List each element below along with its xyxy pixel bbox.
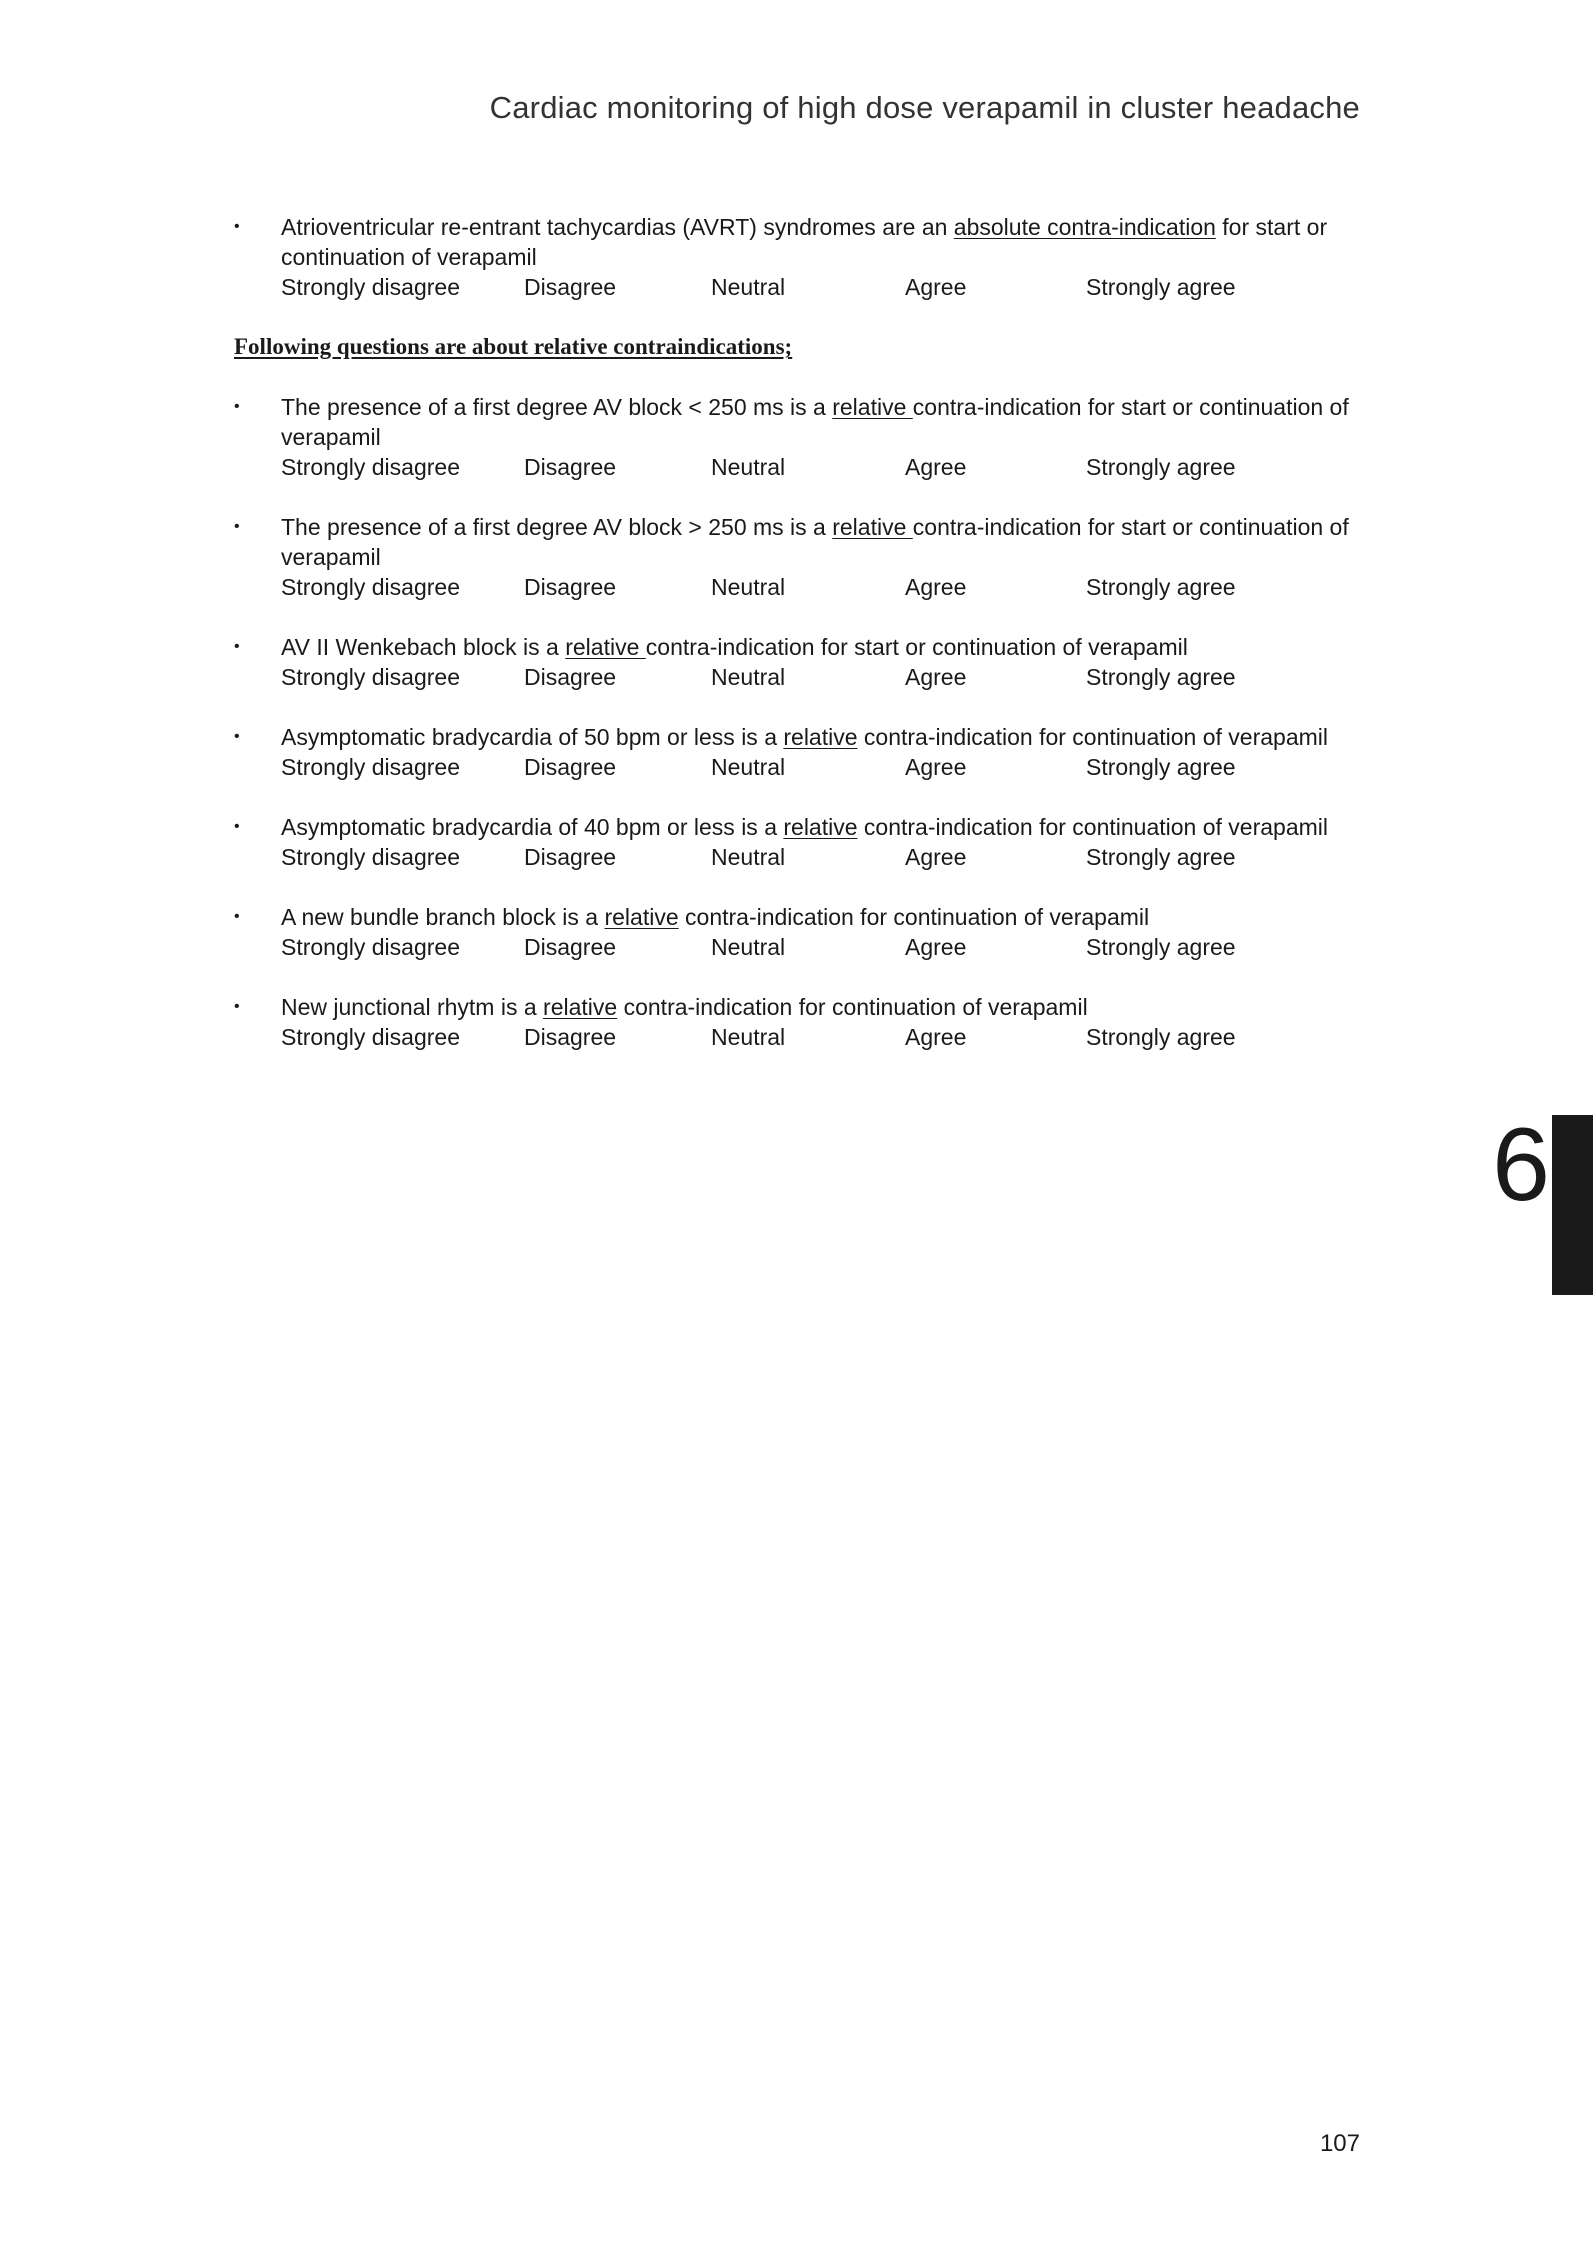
option-disagree: Disagree [524,844,617,870]
question-statement [281,902,1360,932]
statement-text: contra-indication for start or continuation of verapamil [645,634,1188,660]
option-strongly-agree: Strongly agree [1086,1024,1236,1050]
statement-text: A new bundle branch block is a [281,904,605,930]
question-statement [281,212,1360,272]
statement-underlined: relative [565,634,646,660]
statement-text: AV II Wenkebach block is a [281,634,566,660]
statement-text: The presence of a first degree AV block < 250 ms is a [281,394,833,420]
bullet: • [234,518,240,535]
option-neutral: Neutral [711,574,786,600]
option-agree: Agree [905,274,967,300]
statement-underlined: relative [832,394,913,420]
likert-scale [281,752,1360,782]
statement-underlined: relative [543,994,618,1020]
statement-text: contra-indication for continuation of verapamil [617,994,1088,1020]
bullet: • [234,818,240,835]
option-strongly-disagree: Strongly disagree [281,1024,460,1050]
statement-text: Asymptomatic bradycardia of 40 bpm or less is a [281,814,784,840]
option-neutral: Neutral [711,1024,786,1050]
question-item [234,392,1360,482]
option-strongly-agree: Strongly agree [1086,934,1236,960]
statement-text: New junctional rhytm is a [281,994,544,1020]
section-heading: Following questions are about relative contraindications; [234,334,793,359]
likert-scale [281,662,1360,692]
question-statement [281,512,1360,572]
question-statement [281,812,1360,842]
option-strongly-agree: Strongly agree [1086,274,1236,300]
page-number: 107 [1319,2130,1360,2157]
option-agree: Agree [905,664,967,690]
option-strongly-disagree: Strongly disagree [281,844,460,870]
bullet: • [234,908,240,925]
option-agree: Agree [905,934,967,960]
option-strongly-agree: Strongly agree [1086,664,1236,690]
question-item [234,632,1360,692]
statement-text: contra-indication for start or continuation of verapamil [281,394,1349,450]
statement-text: contra-indication for continuation of verapamil [678,904,1150,930]
statement-text: contra-indication for continuation of verapamil [857,724,1329,750]
option-disagree: Disagree [524,934,617,960]
statement-underlined: relative [604,904,679,930]
likert-scale [281,842,1360,872]
option-strongly-disagree: Strongly disagree [281,274,460,300]
likert-scale [281,572,1360,602]
question-statement [281,392,1360,452]
question-item [234,992,1360,1052]
bullet: • [234,398,240,415]
question-statement [281,992,1360,1022]
option-strongly-disagree: Strongly disagree [281,574,460,600]
chapter-number: 6 [1492,1107,1550,1223]
question-item [234,212,1360,302]
question-item [234,722,1360,782]
bullet: • [234,998,240,1015]
option-strongly-agree: Strongly agree [1086,754,1236,780]
bullet: • [234,638,240,655]
option-strongly-agree: Strongly agree [1086,844,1236,870]
statement-underlined: relative [783,724,858,750]
option-agree: Agree [905,1024,967,1050]
statement-underlined: relative [783,814,858,840]
option-strongly-disagree: Strongly disagree [281,754,460,780]
option-disagree: Disagree [524,1024,617,1050]
option-strongly-disagree: Strongly disagree [281,664,460,690]
running-header: Cardiac monitoring of high dose verapamil in cluster headache [489,90,1360,125]
question-item [234,812,1360,872]
option-agree: Agree [905,844,967,870]
option-agree: Agree [905,754,967,780]
option-disagree: Disagree [524,454,617,480]
option-agree: Agree [905,574,967,600]
statement-text: contra-indication for continuation of verapamil [857,814,1329,840]
option-agree: Agree [905,454,967,480]
question-statement [281,722,1360,752]
option-strongly-disagree: Strongly disagree [281,454,460,480]
option-disagree: Disagree [524,574,617,600]
option-disagree: Disagree [524,664,617,690]
chapter-tab [1552,1115,1593,1295]
option-neutral: Neutral [711,934,786,960]
bullet: • [234,728,240,745]
option-neutral: Neutral [711,664,786,690]
option-neutral: Neutral [711,754,786,780]
likert-scale [281,1022,1360,1052]
likert-scale [281,932,1360,962]
option-neutral: Neutral [711,844,786,870]
questionnaire-content [234,212,1360,1082]
option-neutral: Neutral [711,274,786,300]
statement-text: contra-indication for start or continuation of verapamil [281,514,1349,570]
statement-text: Atrioventricular re-entrant tachycardias (AVRT) syndromes are an [281,214,954,240]
question-statement [281,632,1360,662]
likert-scale [281,272,1360,302]
question-item [234,902,1360,962]
option-strongly-agree: Strongly agree [1086,454,1236,480]
option-strongly-disagree: Strongly disagree [281,934,460,960]
option-strongly-agree: Strongly agree [1086,574,1236,600]
bullet: • [234,218,240,235]
statement-underlined: relative [832,514,913,540]
statement-text: The presence of a first degree AV block > 250 ms is a [281,514,833,540]
statement-text: for start or continuation of verapamil [281,214,1328,270]
option-disagree: Disagree [524,754,617,780]
statement-underlined: absolute contra-indication [953,214,1216,240]
likert-scale [281,452,1360,482]
question-item [234,512,1360,602]
statement-text: Asymptomatic bradycardia of 50 bpm or less is a [281,724,784,750]
option-neutral: Neutral [711,454,786,480]
option-disagree: Disagree [524,274,617,300]
